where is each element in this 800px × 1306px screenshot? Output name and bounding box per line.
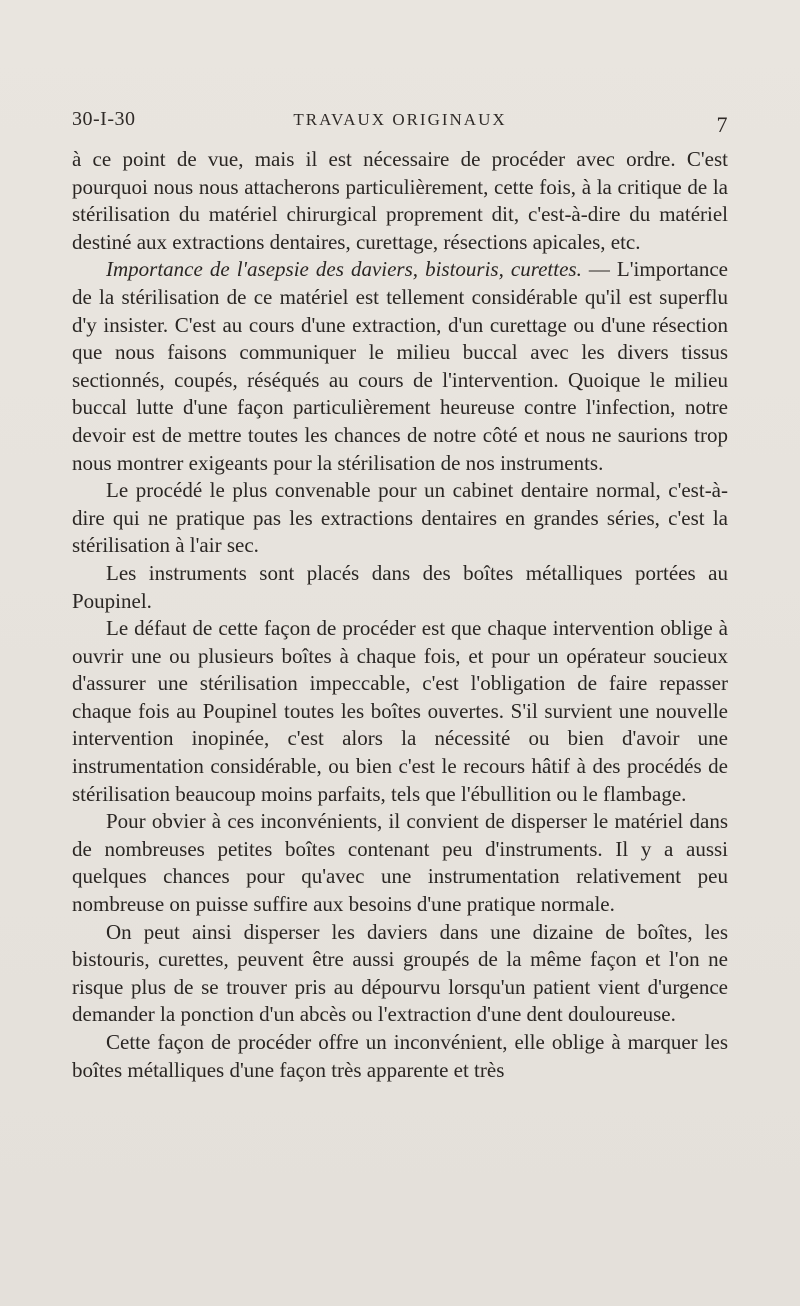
page-number: 7 bbox=[716, 112, 728, 137]
paragraph-1: à ce point de vue, mais il est nécessaire de procéder avec ordre. C'est pourquoi nous nous attacherons particulièrement, cette fois, à la critique de la stérilisation du matériel chirurgical proprement dit, c'est-à-dire du matériel destiné aux extractions dentaires, curettage, résections apicales, etc. bbox=[72, 147, 728, 254]
body-text bbox=[72, 146, 728, 1084]
paragraph-8: Cette façon de procéder offre un inconvénient, elle oblige à marquer les boîtes métalliques d'une façon très apparente et très bbox=[72, 1030, 728, 1082]
paragraph-4: Les instruments sont placés dans des boîtes métalliques portées au Poupinel. bbox=[72, 560, 728, 613]
paragraph-2-text: — L'importance de la stérilisation de ce matériel est tellement considérable qu'il est superflu d'y insister. C'est au cours d'une extraction, d'un curettage ou d'une résection que nous faisons communiquer le milieu buccal avec les divers tissus sectionnés, coupés, réséqués au cours de l'intervention. Quoique le milieu buccal lutte d'une façon particulièrement heureuse contre l'infection, notre devoir est de mettre toutes les chances de notre côté et nous ne saurions trop nous montrer exigeants pour la stérilisation de nos instruments. bbox=[72, 257, 728, 475]
paragraph-heading: Importance de l'asepsie des daviers, bistouris, curettes. bbox=[106, 257, 582, 282]
paragraph-7: On peut ainsi disperser les daviers dans une dizaine de boîtes, les bistouris, curettes, peuvent être aussi groupés de la même façon et l'on ne risque plus de se trouver pris au dépourvu lorsqu'un patient vient d'urgence demander la ponction d'un abcès ou l'extraction d'une dent douloureuse. bbox=[72, 919, 728, 1027]
paragraph-6: Pour obvier à ces inconvénients, il convient de disperser le matériel dans de nombreuses petites boîtes contenant peu d'instruments. Il y a aussi quelques chances pour qu'avec une instrumentation relativement peu nombreuse on puisse suffire aux besoins d'une pratique normale. bbox=[72, 809, 728, 917]
running-head bbox=[72, 108, 728, 138]
paragraph-2 bbox=[72, 256, 728, 477]
paragraph-3: Le procédé le plus convenable pour un cabinet dentaire normal, c'est-à-dire qui ne pratique pas les extractions dentaires en grandes séries, c'est la stérilisation à l'air sec. bbox=[72, 478, 728, 558]
section-title: TRAVAUX ORIGINAUX bbox=[293, 110, 507, 129]
paragraph-5: Le défaut de cette façon de procéder est que chaque intervention oblige à ouvrir une ou plusieurs boîtes à chaque fois, et pour un opérateur soucieux d'assurer une stérilisation impeccable, c'est l'obligation de faire repasser chaque fois au Poupinel toutes les boîtes ouvertes. S'il survient une nouvelle intervention inopinée, c'est alors la nécessité ou bien d'avoir une instrumentation considérable, ou bien c'est le recours hâtif à des procédés de stérilisation beaucoup moins parfaits, tels que l'ébullition ou le flambage. bbox=[72, 616, 728, 806]
issue-date: 30-I-30 bbox=[72, 108, 136, 130]
